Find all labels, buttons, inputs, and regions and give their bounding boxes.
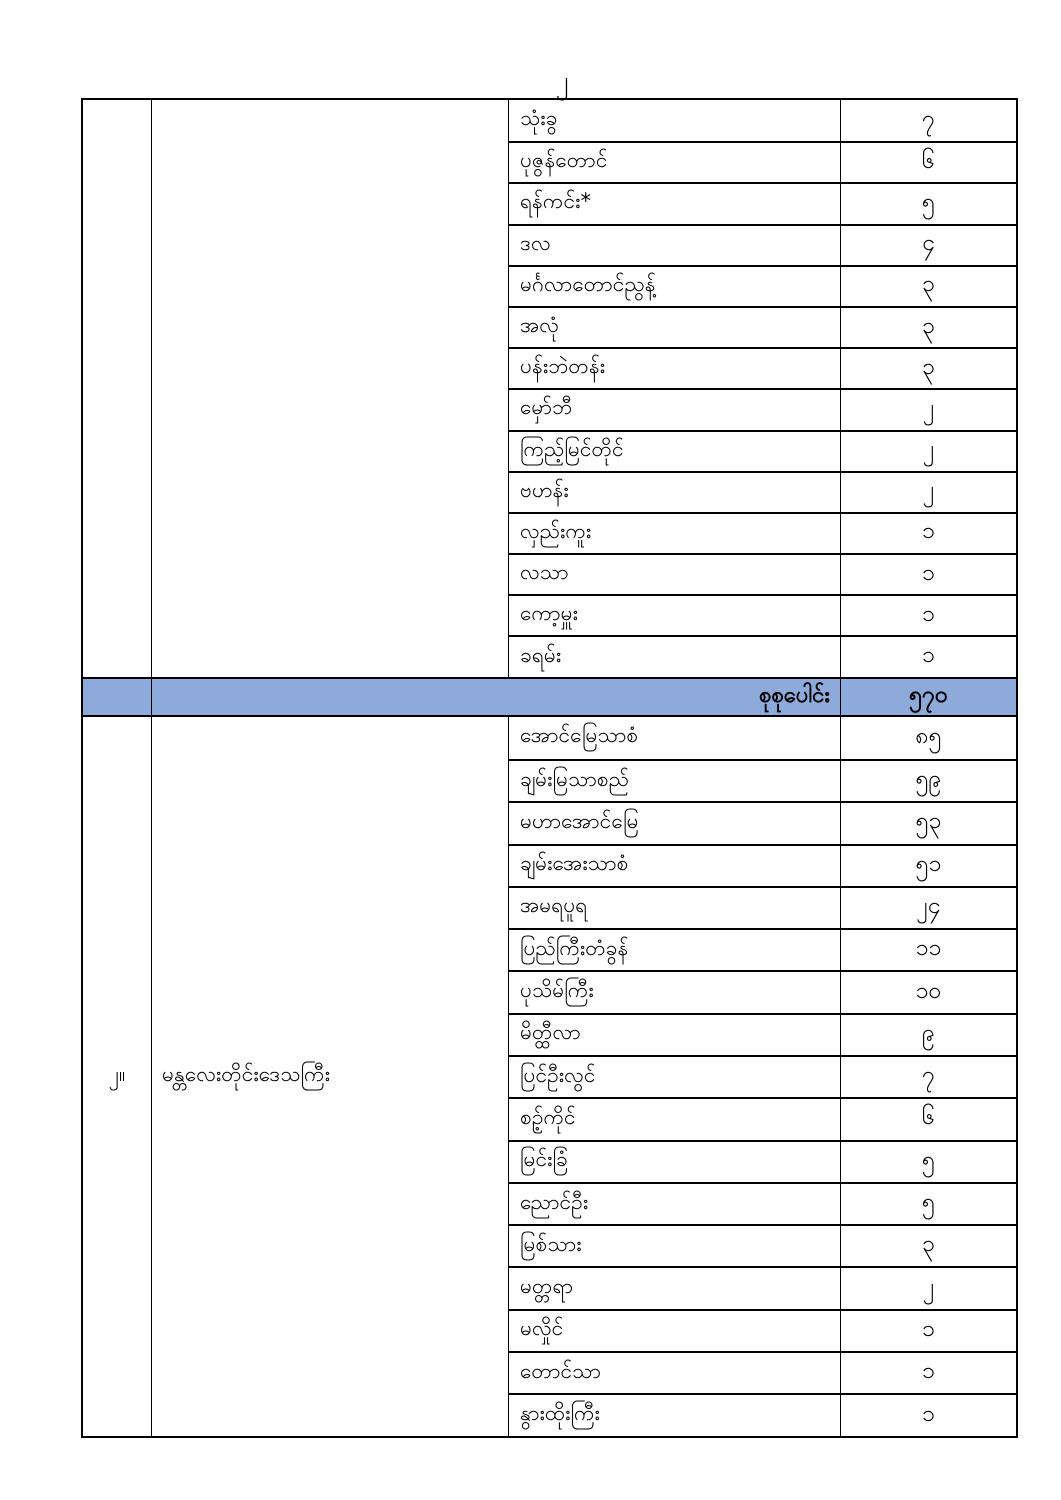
township-name-cell: မဟာအောင်မြေ <box>509 803 841 843</box>
region-index-cell <box>83 100 152 677</box>
township-name-cell: မြစ်သား <box>509 1226 841 1266</box>
township-value-cell: ၁၀ <box>915 977 942 1004</box>
township-name-cell: ဗဟန်း <box>509 473 841 512</box>
township-value-cell: ၃ <box>922 353 935 380</box>
township-value-cell: ၅၉ <box>915 766 942 793</box>
table-row <box>509 265 1016 306</box>
table-row <box>509 1097 1016 1139</box>
table-section-continued <box>83 100 1016 677</box>
township-name-cell: လသာ <box>509 555 841 594</box>
township-name-cell: အလုံ <box>509 308 841 347</box>
township-name-cell: ကော့မှူး <box>509 596 841 635</box>
township-value-cell: ၁ <box>922 1400 935 1427</box>
table-row <box>509 430 1016 471</box>
township-value-cell: ၅ <box>922 1146 935 1173</box>
township-name-cell: ပန်းဘဲတန်း <box>509 349 841 388</box>
table-row <box>509 512 1016 553</box>
township-name-cell: အောင်မြေသာစံ <box>509 717 841 759</box>
township-name-cell: ခရမ်း <box>509 637 841 676</box>
township-value-cell: ၅၁ <box>915 850 942 877</box>
township-value-cell: ၁ <box>922 559 935 586</box>
total-label: စုစုပေါင်း <box>152 679 841 715</box>
region-index-cell: ၂။ <box>83 717 152 1436</box>
township-value-cell: ၃ <box>922 312 935 339</box>
table-row <box>509 100 1016 141</box>
township-name-cell: ပြင်ဦးလွင် <box>509 1057 841 1097</box>
township-name-cell: ပြည်ကြီးတံခွန် <box>509 930 841 970</box>
township-value-cell: ၂၄ <box>916 892 941 919</box>
region-name-cell <box>152 100 509 677</box>
township-value-cell: ၂ <box>922 436 935 463</box>
table-row <box>509 759 1016 801</box>
township-name-cell: မြင်းခြံ <box>509 1142 841 1182</box>
township-value-cell: ၄ <box>922 230 935 257</box>
township-name-cell: ဒလ <box>509 226 841 265</box>
township-value-cell: ၂ <box>922 477 935 504</box>
table-row <box>509 1224 1016 1266</box>
township-value-cell: ၂ <box>922 394 935 421</box>
township-name-cell: နွားထိုးကြီး <box>509 1395 841 1435</box>
township-value-cell: ၂ <box>922 1273 935 1300</box>
township-name-cell: ချမ်းမြသာစည် <box>509 761 841 801</box>
township-name-cell: လှည်းကူး <box>509 514 841 553</box>
table-row <box>509 347 1016 388</box>
table-row <box>509 594 1016 635</box>
total-value: ၅၇၀ <box>909 681 948 708</box>
table-row <box>509 970 1016 1012</box>
township-name-cell: မင်္ဂလာတောင်ညွန့် <box>509 267 841 306</box>
township-value-cell: ၁ <box>922 642 935 669</box>
page-number: ၂ <box>555 66 569 96</box>
township-rows <box>509 100 1016 677</box>
township-name-cell: အမရပူရ <box>509 888 841 928</box>
township-value-cell: ၆ <box>922 1104 935 1131</box>
township-name-cell: မလှိုင် <box>509 1311 841 1351</box>
township-value-cell: ၈၅ <box>915 722 942 749</box>
table-row <box>509 1309 1016 1351</box>
table-row <box>509 1393 1016 1435</box>
township-value-cell: ၅ <box>922 1189 935 1216</box>
table-row <box>509 388 1016 429</box>
township-value-cell: ၇ <box>922 105 935 132</box>
table-row <box>509 182 1016 223</box>
township-name-cell: မှော်ဘီ <box>509 390 841 429</box>
table-row <box>509 1013 1016 1055</box>
table-row <box>509 1140 1016 1182</box>
township-name-cell: ကြည့်မြင်တိုင် <box>509 432 841 471</box>
table-row <box>509 471 1016 512</box>
township-name-cell: ညောင်ဦး <box>509 1184 841 1224</box>
township-rows <box>509 717 1016 1436</box>
townships-table <box>81 98 1018 1438</box>
table-row <box>509 1055 1016 1097</box>
township-value-cell: ၃ <box>922 1231 935 1258</box>
total-row-index-cell <box>83 679 152 715</box>
table-row <box>509 1266 1016 1308</box>
table-row <box>509 801 1016 843</box>
township-name-cell: တောင်သာ <box>509 1353 841 1393</box>
township-value-cell: ၅ <box>922 188 935 215</box>
township-value-cell: ၁ <box>922 600 935 627</box>
total-row <box>83 677 1016 717</box>
table-row <box>509 928 1016 970</box>
table-row <box>509 717 1016 759</box>
township-value-cell: ၁၁ <box>915 935 942 962</box>
township-value-cell: ၅၃ <box>915 808 942 835</box>
township-value-cell: ၉ <box>922 1019 935 1046</box>
township-value-cell: ၇ <box>922 1062 935 1089</box>
township-name-cell: သုံးခွ <box>509 100 841 141</box>
township-name-cell: ပုဇွန်တောင် <box>509 143 841 182</box>
table-row <box>509 306 1016 347</box>
township-value-cell: ၆ <box>922 147 935 174</box>
township-name-cell: မတ္တရာ <box>509 1268 841 1308</box>
township-name-cell: စဉ့်ကိုင် <box>509 1099 841 1139</box>
table-row <box>509 553 1016 594</box>
table-row <box>509 844 1016 886</box>
table-row <box>509 1182 1016 1224</box>
township-value-cell: ၁ <box>922 518 935 545</box>
table-row <box>509 886 1016 928</box>
township-value-cell: ၁ <box>922 1358 935 1385</box>
table-row <box>509 224 1016 265</box>
table-row <box>509 635 1016 676</box>
table-row <box>509 141 1016 182</box>
table-row <box>509 1351 1016 1393</box>
township-value-cell: ၁ <box>922 1315 935 1342</box>
township-name-cell: ရန်ကင်း* <box>509 184 841 223</box>
township-name-cell: ချမ်းအေးသာစံ <box>509 846 841 886</box>
table-section-mandalay <box>83 717 1016 1436</box>
region-name-cell: မန္တလေးတိုင်းဒေသကြီး <box>152 717 509 1436</box>
township-value-cell: ၃ <box>922 271 935 298</box>
township-name-cell: မိတ္ထီလာ <box>509 1015 841 1055</box>
township-name-cell: ပုသိမ်ကြီး <box>509 972 841 1012</box>
